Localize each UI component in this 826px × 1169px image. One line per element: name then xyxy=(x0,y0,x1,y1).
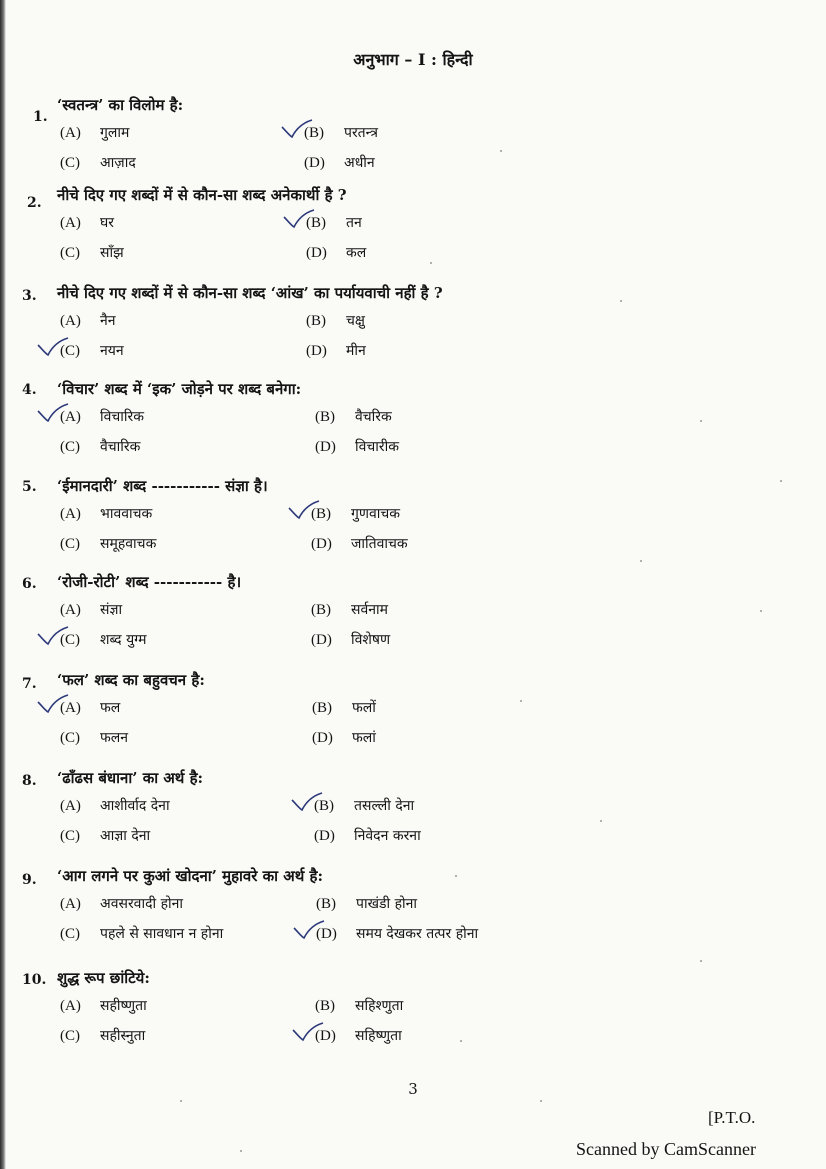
check-mark-icon xyxy=(287,500,321,520)
question-4 xyxy=(0,379,826,471)
option-text: चक्षु xyxy=(346,313,365,329)
pto-note: [P.T.O. xyxy=(708,1108,756,1127)
option-text: भाववाचक xyxy=(100,506,153,522)
option-d xyxy=(306,341,366,360)
option-label: (C) xyxy=(60,828,80,844)
option-b xyxy=(304,123,378,142)
check-mark-icon xyxy=(36,694,70,714)
option-b xyxy=(315,996,403,1015)
option-text: सहिश्णुता xyxy=(355,998,404,1014)
option-c xyxy=(60,534,156,553)
question-8 xyxy=(0,768,826,860)
option-b xyxy=(315,407,392,426)
option-b xyxy=(314,796,414,815)
scanner-watermark: Scanned by CamScanner xyxy=(576,1139,756,1159)
question-text: ‘विचार’ शब्द में ‘इक’ जोड़ने पर शब्द बनेगा: xyxy=(57,380,302,398)
option-d xyxy=(315,437,399,456)
scan-speck xyxy=(180,1100,182,1102)
option-text: सहीस्नुता xyxy=(100,1028,146,1044)
option-label: (D) xyxy=(312,730,333,746)
option-d xyxy=(306,243,366,262)
option-c xyxy=(60,924,223,943)
option-c xyxy=(60,630,147,649)
check-mark-icon xyxy=(36,337,70,357)
option-text: निवेदन करना xyxy=(354,828,421,844)
question-7 xyxy=(0,670,826,762)
option-text: तसल्ली देना xyxy=(354,798,415,814)
option-a xyxy=(60,123,129,142)
option-label: (B) xyxy=(306,313,326,329)
option-text: पहले से सावधान न होना xyxy=(100,926,224,942)
option-a xyxy=(60,996,147,1015)
scan-speck xyxy=(520,700,522,702)
option-label: (C) xyxy=(60,536,80,552)
option-label: (A) xyxy=(60,798,81,814)
option-label: (C) xyxy=(60,926,80,942)
question-6 xyxy=(0,572,826,664)
option-label: (C) xyxy=(60,632,80,648)
check-mark-icon xyxy=(290,792,324,812)
option-c xyxy=(60,728,128,747)
option-label: (C) xyxy=(60,1028,80,1044)
option-text: विशेषण xyxy=(351,632,391,648)
question-number: 7. xyxy=(22,676,37,692)
option-d xyxy=(315,1026,402,1045)
option-label: (B) xyxy=(312,700,332,716)
option-label: (D) xyxy=(315,439,336,455)
option-label: (C) xyxy=(60,439,80,455)
option-text: संज्ञा xyxy=(100,602,123,618)
option-text: पाखंडी होना xyxy=(356,896,418,912)
question-9 xyxy=(0,866,826,958)
question-number: 1. xyxy=(33,109,48,125)
option-text: शब्द युग्म xyxy=(100,632,147,648)
scan-speck xyxy=(620,300,622,302)
scan-speck xyxy=(500,150,502,152)
option-text: कल xyxy=(346,245,367,261)
option-text: वैचारिक xyxy=(100,439,141,455)
check-mark-icon xyxy=(280,119,314,139)
option-text: समय देखकर तत्पर होना xyxy=(356,926,479,942)
scan-speck xyxy=(600,820,602,822)
scan-speck xyxy=(240,1150,242,1152)
option-text: परतन्त्र xyxy=(344,125,378,141)
option-text: सहिष्णुता xyxy=(355,1028,402,1044)
question-text: नीचे दिए गए शब्दों में से कौन-सा शब्द अनेकार्थी है ? xyxy=(57,186,347,204)
scan-speck xyxy=(430,262,432,264)
option-label: (A) xyxy=(60,215,81,231)
question-10 xyxy=(0,968,826,1060)
option-c xyxy=(60,1026,145,1045)
check-mark-icon xyxy=(36,626,70,646)
question-text: ‘रोजी-रोटी’ शब्द ----------- है। xyxy=(57,573,242,591)
option-b xyxy=(306,311,365,330)
scan-speck xyxy=(700,420,702,422)
option-d xyxy=(312,728,376,747)
scan-speck xyxy=(760,610,762,612)
option-a xyxy=(60,407,144,426)
option-b xyxy=(316,894,417,913)
scan-speck xyxy=(700,960,702,962)
question-text: ‘स्वतन्त्र’ का विलोम है: xyxy=(57,96,184,114)
option-text: समूहवाचक xyxy=(100,536,157,552)
option-text: घर xyxy=(100,215,114,231)
option-label: (B) xyxy=(306,215,326,231)
question-3 xyxy=(0,283,826,375)
scan-speck xyxy=(640,560,642,562)
option-label: (B) xyxy=(315,409,335,425)
option-a xyxy=(60,600,122,619)
option-c xyxy=(60,243,124,262)
option-label: (D) xyxy=(315,1028,336,1044)
option-text: मीन xyxy=(346,343,366,359)
option-b xyxy=(311,504,400,523)
question-text: ‘आग लगने पर कुआं खोदना’ मुहावरे का अर्थ है: xyxy=(57,867,324,885)
option-label: (B) xyxy=(316,896,336,912)
question-number: 3. xyxy=(22,288,37,304)
option-text: आज़ाद xyxy=(100,155,136,171)
option-label: (A) xyxy=(60,896,81,912)
option-d xyxy=(311,630,390,649)
option-label: (C) xyxy=(60,155,80,171)
option-label: (D) xyxy=(314,828,335,844)
option-c xyxy=(60,153,136,172)
option-text: नयन xyxy=(100,343,124,359)
option-label: (A) xyxy=(60,506,81,522)
option-label: (D) xyxy=(311,536,332,552)
option-label: (A) xyxy=(60,125,81,141)
option-a xyxy=(60,504,152,523)
option-label: (B) xyxy=(314,798,334,814)
option-text: विचारीक xyxy=(355,439,400,455)
option-label: (D) xyxy=(306,245,327,261)
question-number: 6. xyxy=(22,576,37,592)
option-text: साँझ xyxy=(100,245,124,261)
check-mark-icon xyxy=(36,403,70,423)
option-text: फल xyxy=(100,700,121,716)
option-label: (B) xyxy=(311,602,331,618)
option-text: वैचरिक xyxy=(355,409,392,425)
option-label: (D) xyxy=(304,155,325,171)
option-text: तन xyxy=(346,215,362,231)
question-2 xyxy=(0,185,826,277)
option-label: (D) xyxy=(316,926,337,942)
question-number: 9. xyxy=(22,872,37,888)
option-label: (A) xyxy=(60,700,81,716)
page-number: 3 xyxy=(408,1080,418,1098)
question-number: 2. xyxy=(27,195,42,211)
option-label: (A) xyxy=(60,602,81,618)
option-label: (B) xyxy=(315,998,335,1014)
option-label: (D) xyxy=(311,632,332,648)
option-text: आशीर्वाद देना xyxy=(100,798,170,814)
option-label: (C) xyxy=(60,730,80,746)
option-c xyxy=(60,826,150,845)
question-number: 10. xyxy=(22,972,47,988)
scan-speck xyxy=(455,875,457,877)
scan-speck xyxy=(780,480,782,482)
option-c xyxy=(60,437,140,456)
option-label: (B) xyxy=(311,506,331,522)
option-text: अधीन xyxy=(344,155,375,171)
question-text: शुद्ध रूप छांटिये: xyxy=(57,969,150,987)
question-number: 8. xyxy=(22,773,37,789)
check-mark-icon xyxy=(292,920,326,940)
option-label: (D) xyxy=(306,343,327,359)
option-a xyxy=(60,894,183,913)
option-label: (A) xyxy=(60,409,81,425)
option-label: (C) xyxy=(60,343,80,359)
option-label: (C) xyxy=(60,245,80,261)
option-text: गुणवाचक xyxy=(351,506,401,522)
question-text: ‘फल’ शब्द का बहुवचन है: xyxy=(57,671,205,689)
option-b xyxy=(311,600,388,619)
option-a xyxy=(60,213,114,232)
option-label: (B) xyxy=(304,125,324,141)
option-label: (A) xyxy=(60,998,81,1014)
check-mark-icon xyxy=(282,209,316,229)
option-a xyxy=(60,796,170,815)
question-1 xyxy=(0,95,826,187)
option-text: अवसरवादी होना xyxy=(100,896,184,912)
check-mark-icon xyxy=(291,1022,325,1042)
scan-speck xyxy=(460,1040,462,1042)
option-text: जातिवाचक xyxy=(351,536,408,552)
option-label: (A) xyxy=(60,313,81,329)
option-b xyxy=(312,698,376,717)
question-text: ‘ईमानदारी’ शब्द ----------- संज्ञा है। xyxy=(57,477,268,495)
option-text: सर्वनाम xyxy=(351,602,389,618)
option-d xyxy=(316,924,478,943)
option-text: फलों xyxy=(352,700,376,716)
scan-speck xyxy=(540,1100,542,1102)
question-number: 5. xyxy=(22,479,37,495)
option-text: विचारिक xyxy=(100,409,145,425)
option-text: नैन xyxy=(100,313,116,329)
option-text: आज्ञा देना xyxy=(100,828,151,844)
question-text: नीचे दिए गए शब्दों में से कौन-सा शब्द ‘आंख’ का पर्यायवाची नहीं है ? xyxy=(57,284,443,302)
option-text: फलां xyxy=(352,730,376,746)
section-title: अनुभाग – I : हिन्दी xyxy=(353,50,473,69)
question-5 xyxy=(0,476,826,568)
option-a xyxy=(60,311,116,330)
question-text: ‘ढाँढस बंधाना’ का अर्थ है: xyxy=(57,769,204,787)
option-d xyxy=(311,534,408,553)
option-text: गुलाम xyxy=(100,125,130,141)
question-number: 4. xyxy=(22,382,37,398)
option-d xyxy=(304,153,375,172)
option-d xyxy=(314,826,421,845)
option-text: सहीष्णुता xyxy=(100,998,147,1014)
option-text: फलन xyxy=(100,730,129,746)
